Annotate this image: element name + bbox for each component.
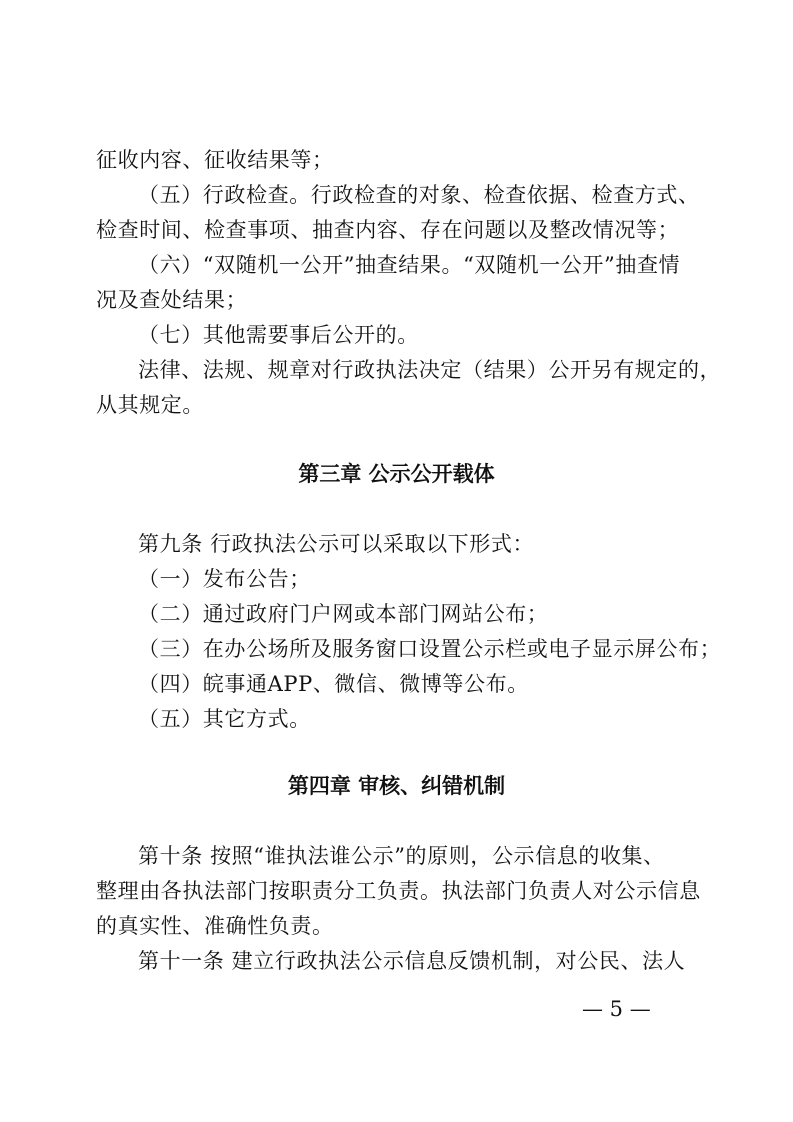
text-line: 第十一条 建立行政执法公示信息反馈机制，对公民、法人 <box>138 949 686 973</box>
text-line: （六）“双随机一公开”抽查结果。“双随机一公开”抽查情 <box>138 253 681 277</box>
text-line: 征收内容、征收结果等； <box>96 148 334 172</box>
text-line: 法律、法规、规章对行政执法决定（结果）公开另有规定的， <box>138 358 722 382</box>
list-item: （四）皖事通APP、微信、微博等公布。 <box>138 672 529 696</box>
chapter-4-heading: 第四章 审核、纠错机制 <box>287 774 506 798</box>
text-line: 况及查处结果； <box>96 288 248 312</box>
text-line: 整理由各执法部门按职责分工负责。执法部门负责人对公示信息 <box>96 879 701 903</box>
list-item: （一）发布公告； <box>138 567 311 591</box>
text-line: 第九条 行政执法公示可以采取以下形式： <box>138 532 535 556</box>
text-line: （七）其他需要事后公开的。 <box>138 323 419 347</box>
page-number: — 5 — <box>582 997 651 1021</box>
text-line: 检查时间、检查事项、抽查内容、存在问题以及整改情况等； <box>96 218 680 242</box>
text-line: 的真实性、准确性负责。 <box>96 914 334 938</box>
list-item: （五）其它方式。 <box>138 707 311 731</box>
list-item: （二）通过政府门户网或本部门网站公布； <box>138 602 549 626</box>
text-line: 第十条 按照“谁执法谁公示”的原则，公示信息的收集、 <box>138 844 665 868</box>
chapter-3-heading: 第三章 公示公开载体 <box>298 462 495 486</box>
text-line: 从其规定。 <box>96 393 204 417</box>
text-line: （五）行政检查。行政检查的对象、检查依据、检查方式、 <box>138 183 700 207</box>
list-item: （三）在办公场所及服务窗口设置公示栏或电子显示屏公布； <box>138 637 722 661</box>
